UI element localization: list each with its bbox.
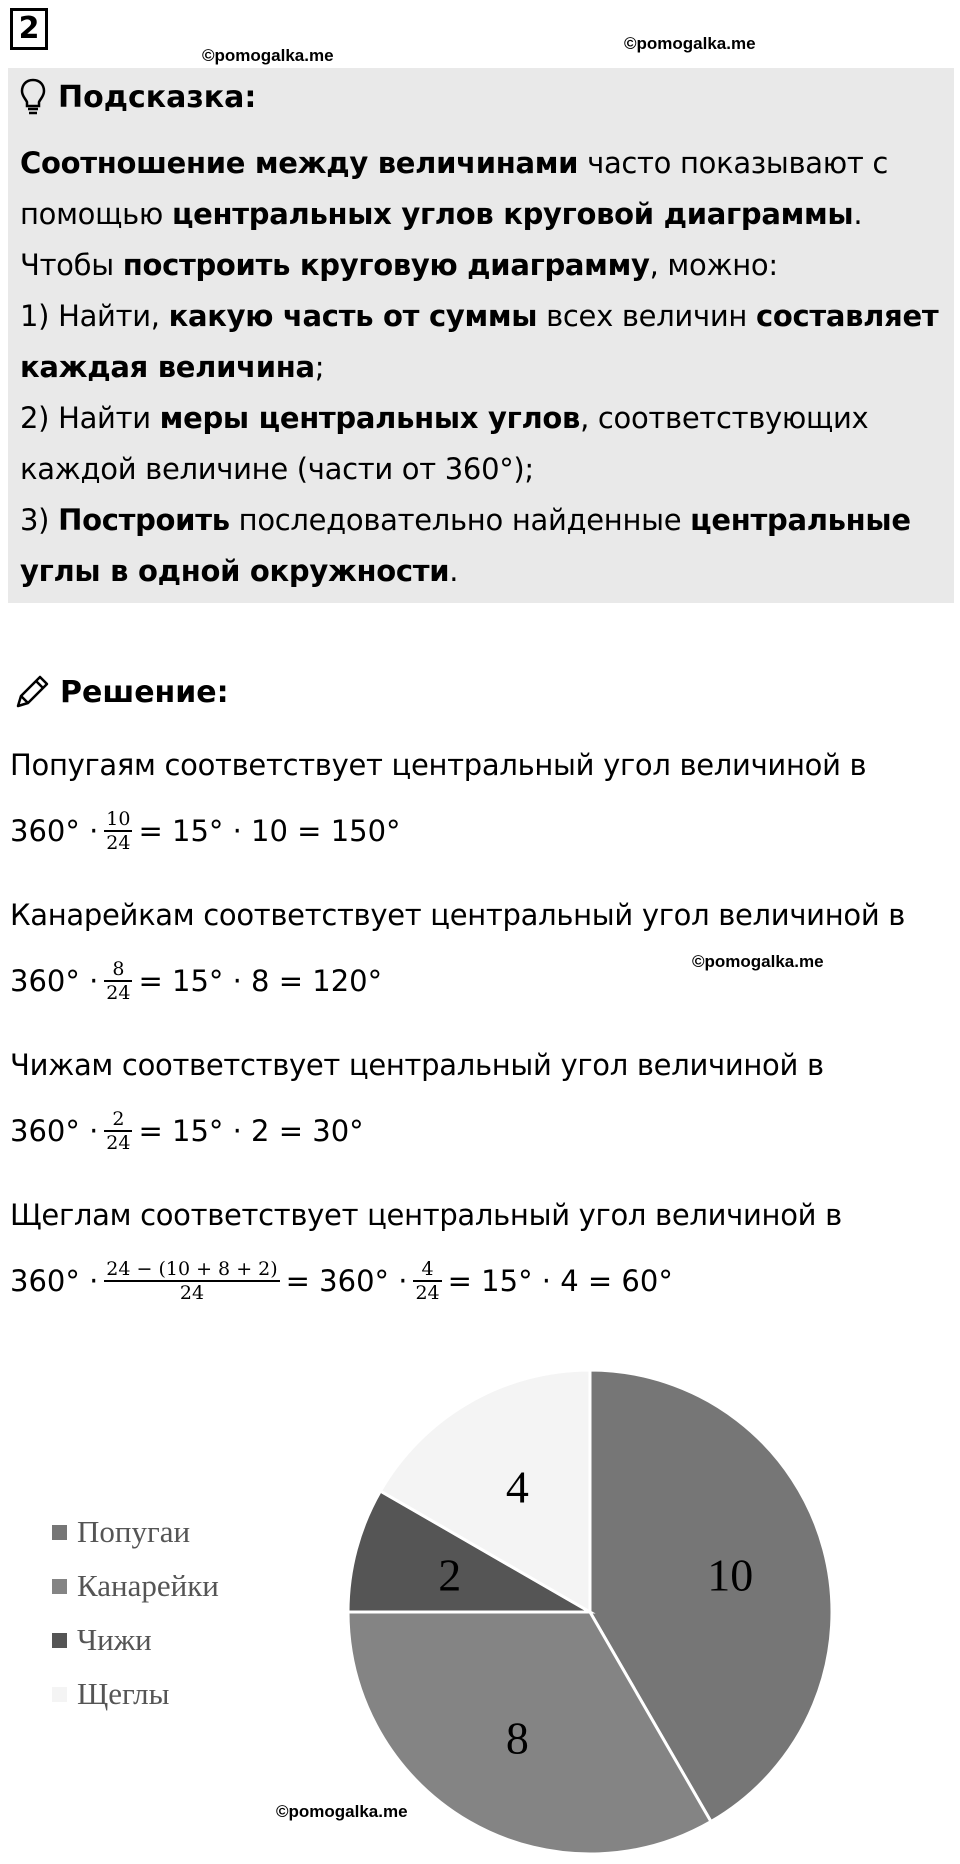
bold-text: построить круговую диаграмму xyxy=(122,248,650,282)
legend-label: Чижи xyxy=(77,1622,152,1657)
watermark: ©pomogalka.me xyxy=(202,46,334,65)
fraction xyxy=(104,958,132,1004)
text: , соответствующих каждой величине (части от 360°); xyxy=(20,401,869,486)
pie-data-label: 2 xyxy=(438,1549,462,1601)
hint-title: Подсказка: xyxy=(58,79,257,115)
bold-text: какую часть от суммы xyxy=(168,299,538,333)
formula-text: = 15° · 4 = 60° xyxy=(447,1264,673,1298)
fraction xyxy=(104,1258,279,1304)
pencil-icon xyxy=(12,672,52,712)
hint-paragraph xyxy=(20,138,940,240)
legend-label: Попугаи xyxy=(77,1514,191,1549)
chart-legend xyxy=(52,1505,219,1721)
hint-text xyxy=(20,138,940,597)
legend-item xyxy=(52,1667,219,1721)
numerator: 10 xyxy=(106,808,131,830)
problem-number: 2 xyxy=(10,8,48,50)
watermark: ©pomogalka.me xyxy=(276,1802,408,1821)
text: ; xyxy=(314,350,325,384)
pie-data-label: 4 xyxy=(505,1461,529,1513)
bold-text: меры центральных углов xyxy=(159,401,581,435)
text: часто показывают с помощью xyxy=(20,146,889,231)
hint-step-1 xyxy=(20,291,940,393)
fraction xyxy=(104,808,132,854)
text: последовательно найденные xyxy=(229,503,691,537)
hint-step-3 xyxy=(20,495,940,597)
bold-text: центральных углов круговой диаграммы xyxy=(171,197,854,231)
numerator: 8 xyxy=(112,958,125,980)
pie-data-label: 10 xyxy=(707,1549,754,1601)
text: 1) Найти, xyxy=(20,299,169,333)
legend-item xyxy=(52,1559,219,1613)
text: всех величин xyxy=(537,299,756,333)
denominator: 24 xyxy=(179,1282,205,1304)
formula-text: 360° · xyxy=(10,814,99,848)
hint-paragraph xyxy=(20,240,940,291)
text: . xyxy=(853,197,863,231)
denominator: 24 xyxy=(106,982,131,1004)
solution-title: Решение: xyxy=(60,674,229,710)
pie-data-label: 8 xyxy=(505,1712,529,1764)
denominator: 24 xyxy=(106,832,131,854)
denominator: 24 xyxy=(415,1282,440,1304)
text: Чтобы xyxy=(20,248,123,282)
formula-text: = 15° · 2 = 30° xyxy=(138,1114,364,1148)
legend-swatch xyxy=(52,1579,67,1594)
text: 3) xyxy=(20,503,59,537)
watermark: ©pomogalka.me xyxy=(624,34,756,53)
legend-label: Щеглы xyxy=(77,1676,170,1711)
text: . xyxy=(449,554,459,588)
denominator: 24 xyxy=(106,1132,131,1154)
formula-goldfinches xyxy=(10,1258,673,1304)
solution-line: Чижам соответствует центральный угол величиной в xyxy=(10,1048,824,1082)
fraction xyxy=(104,1108,132,1154)
legend-item xyxy=(52,1613,219,1667)
bold-text: Соотношение между величинами xyxy=(20,146,579,180)
formula-text: = 15° · 10 = 150° xyxy=(138,814,401,848)
text: 2) Найти xyxy=(20,401,160,435)
watermark: ©pomogalka.me xyxy=(692,952,824,971)
hint-header xyxy=(20,78,256,116)
legend-swatch xyxy=(52,1525,67,1540)
formula-text: = 360° · xyxy=(285,1264,408,1298)
bold-text: Построить xyxy=(58,503,230,537)
legend-item xyxy=(52,1505,219,1559)
solution-line: Щеглам соответствует центральный угол величиной в xyxy=(10,1198,842,1232)
solution-header xyxy=(12,672,229,712)
formula-parrots xyxy=(10,808,401,854)
formula-text: 360° · xyxy=(10,1264,99,1298)
text: , можно: xyxy=(649,248,778,282)
formula-siskins xyxy=(10,1108,364,1154)
formula-text: = 15° · 8 = 120° xyxy=(138,964,383,998)
formula-text: 360° · xyxy=(10,1114,99,1148)
bold-text: составляет каждая величина xyxy=(20,299,939,384)
numerator: 4 xyxy=(421,1258,434,1280)
lightbulb-icon xyxy=(20,78,46,116)
legend-swatch xyxy=(52,1633,67,1648)
fraction xyxy=(413,1258,441,1304)
legend-swatch xyxy=(52,1687,67,1702)
solution-line: Попугаям соответствует центральный угол величиной в xyxy=(10,748,867,782)
formula-canaries xyxy=(10,958,382,1004)
hint-step-2 xyxy=(20,393,940,495)
solution-line: Канарейкам соответствует центральный угол величиной в xyxy=(10,898,906,932)
bold-text: центральные углы в одной окружности xyxy=(20,503,911,588)
numerator: 24 − (10 + 8 + 2) xyxy=(106,1258,278,1280)
numerator: 2 xyxy=(112,1108,125,1130)
legend-label: Канарейки xyxy=(77,1568,219,1603)
formula-text: 360° · xyxy=(10,964,99,998)
